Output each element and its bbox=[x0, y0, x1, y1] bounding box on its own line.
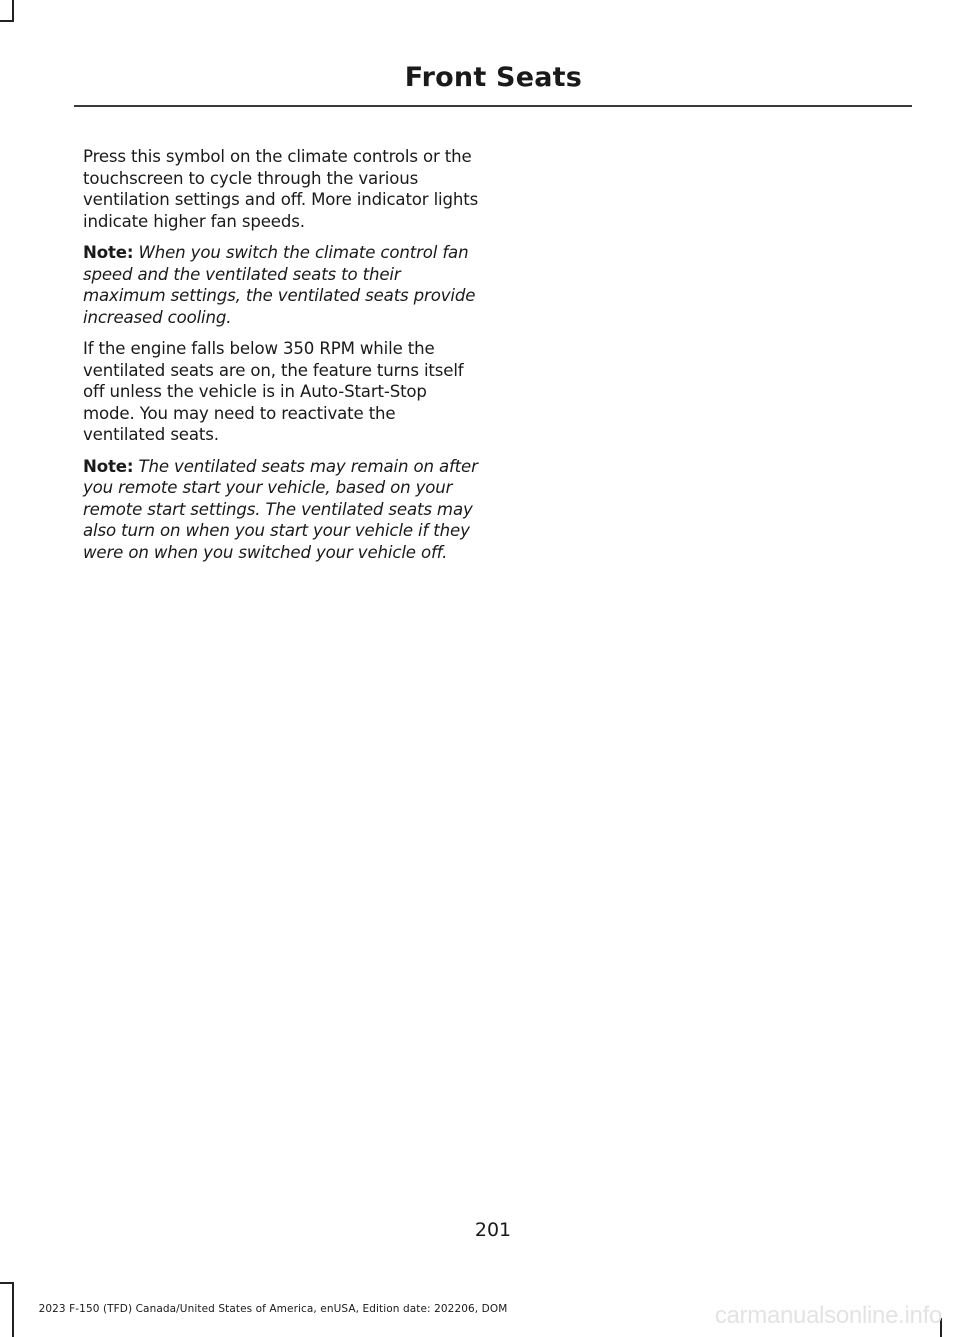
note-remote-start bbox=[83, 456, 479, 564]
crop-mark-top-left-vertical bbox=[12, 0, 14, 20]
main-content bbox=[83, 146, 479, 573]
paragraph-engine-rpm: If the engine falls below 350 RPM while the ventilated seats are on, the feature turns itself off unless the vehicle is in Auto-Start-Stop mode. You may need to reactivate the ventilated seats. bbox=[83, 339, 464, 444]
paragraph-fan-symbol: Press this symbol on the climate controls or the touchscreen to cycle through the various ventilation settings and off. More indicator lights indicate higher fan speeds. bbox=[83, 147, 479, 231]
note-text: The ventilated seats may remain on after you remote start your vehicle, based on your remote start settings. The ventilated seats may also turn on when you start your vehicle if they were on when you switched your vehicle off. bbox=[83, 456, 478, 562]
header-divider bbox=[74, 105, 912, 107]
crop-mark-top-left-horizontal bbox=[0, 20, 14, 22]
watermark: carmanualsonline.info bbox=[714, 1302, 942, 1329]
edition-footer: 2023 F-150 (TFD) Canada/United States of America, enUSA, Edition date: 202206, DOM bbox=[38, 1303, 508, 1315]
page-number: 201 bbox=[474, 1219, 512, 1241]
note-climate-control bbox=[83, 242, 479, 328]
page-title: Front Seats bbox=[404, 62, 582, 93]
note-label: Note: bbox=[83, 243, 134, 262]
crop-mark-bottom-left-horizontal bbox=[0, 1282, 14, 1284]
note-text: When you switch the climate control fan speed and the ventilated seats to their maximum settings, the ventilated seats provide increased cooling. bbox=[83, 243, 476, 327]
note-label: Note: bbox=[83, 456, 134, 476]
